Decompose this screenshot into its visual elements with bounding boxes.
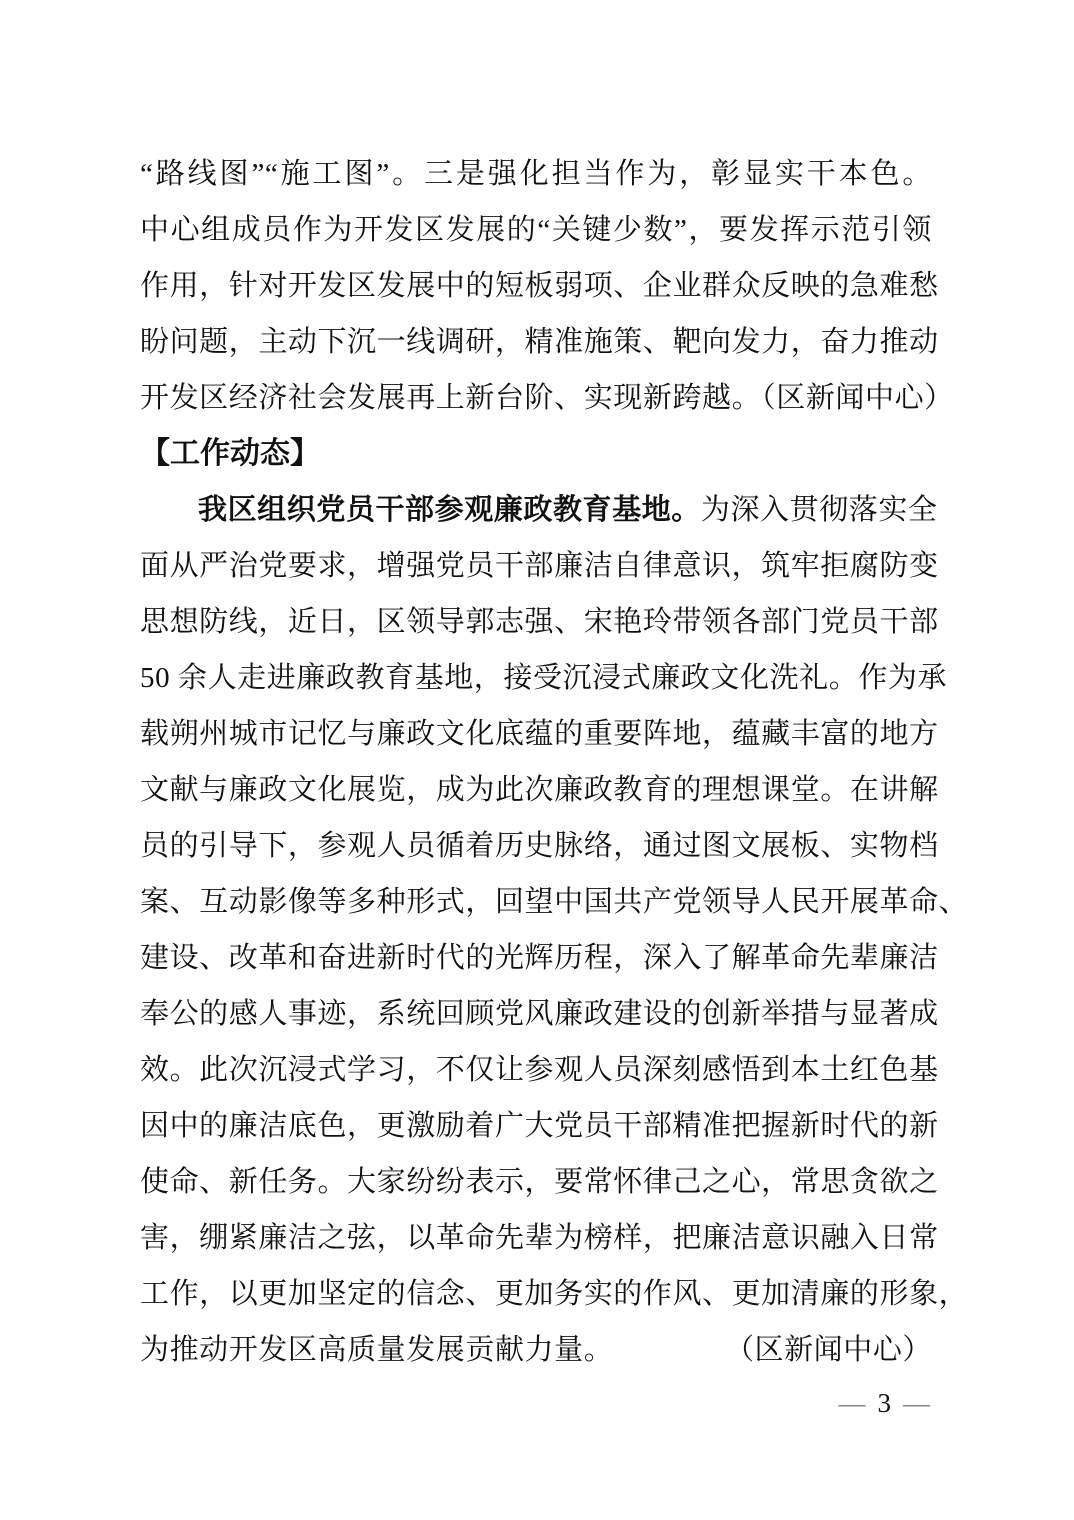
text-line: 员的引导下，参观人员循着历史脉络，通过图文展板、实物档	[140, 830, 939, 862]
text-line: 盼问题，主动下沉一线调研，精准施策、靶向发力，奋力推动	[140, 326, 939, 358]
section-header-work-dynamics: 【工作动态】	[140, 437, 320, 470]
document-content	[140, 146, 969, 1378]
text-line: 害，绷紧廉洁之弦，以革命先辈为榜样，把廉洁意识融入日常	[140, 1222, 939, 1254]
text-line: “路线图”“施工图”。三是强化担当作为，彰显实干本色。	[140, 158, 932, 190]
text-line: 面从严治党要求，增强党员干部廉洁自律意识，筑牢拒腐防变	[140, 550, 939, 582]
paragraph-continuation	[140, 146, 954, 426]
paragraph-body-lines	[140, 538, 969, 1322]
text-line: 案、互动影像等多种形式，回望中国共产党领导人民开展革命、	[140, 886, 969, 918]
paragraph-last-line	[140, 1322, 932, 1378]
text-line: 开发区经济社会发展再上新台阶、实现新跨越。（区新闻中心）	[140, 382, 954, 414]
last-line-text: 为推动开发区高质量发展贡献力量。	[140, 1334, 614, 1366]
paragraph-visit-report	[140, 482, 969, 1378]
text-line: 作用，针对开发区发展中的短板弱项、企业群众反映的急难愁	[140, 270, 939, 302]
page-number	[839, 1388, 931, 1418]
text-line: 建设、改革和奋进新时代的光辉历程，深入了解革命先辈廉洁	[140, 942, 939, 974]
paragraph-lead-rest: 为深入贯彻落实全	[700, 494, 938, 526]
paragraph-lead-title: 我区组织党员干部参观廉政教育基地。	[198, 494, 701, 526]
text-line: 工作，以更加坚定的信念、更加务实的作风、更加清廉的形象，	[140, 1278, 969, 1310]
paragraph-first-line	[140, 482, 938, 538]
text-line: 使命、新任务。大家纷纷表示，要常怀律己之心，常思贪欲之	[140, 1166, 939, 1198]
page-number-dash-left: —	[838, 1388, 866, 1418]
text-line: 文献与廉政文化展览，成为此次廉政教育的理想课堂。在讲解	[140, 774, 939, 806]
text-line: 中心组成员作为开发区发展的“关键少数”，要发挥示范引领	[140, 214, 932, 246]
text-line: 奉公的感人事迹，系统回顾党风廉政建设的创新举措与显著成	[140, 998, 939, 1030]
text-line: 因中的廉洁底色，更激励着广大党员干部精准把握新时代的新	[140, 1110, 939, 1142]
text-line: 思想防线，近日，区领导郭志强、宋艳玲带领各部门党员干部	[140, 606, 939, 638]
text-line: 效。此次沉浸式学习，不仅让参观人员深刻感悟到本土红色基	[140, 1054, 939, 1086]
page-number-dash-right: —	[903, 1388, 930, 1418]
text-line: 载朔州城市记忆与廉政文化底蕴的重要阵地，蕴藏丰富的地方	[140, 718, 939, 750]
page-number-value: 3	[877, 1388, 891, 1418]
byline-source: （区新闻中心）	[724, 1334, 932, 1366]
text-line: 50 余人走进廉政教育基地，接受沉浸式廉政文化洗礼。作为承	[140, 662, 948, 694]
